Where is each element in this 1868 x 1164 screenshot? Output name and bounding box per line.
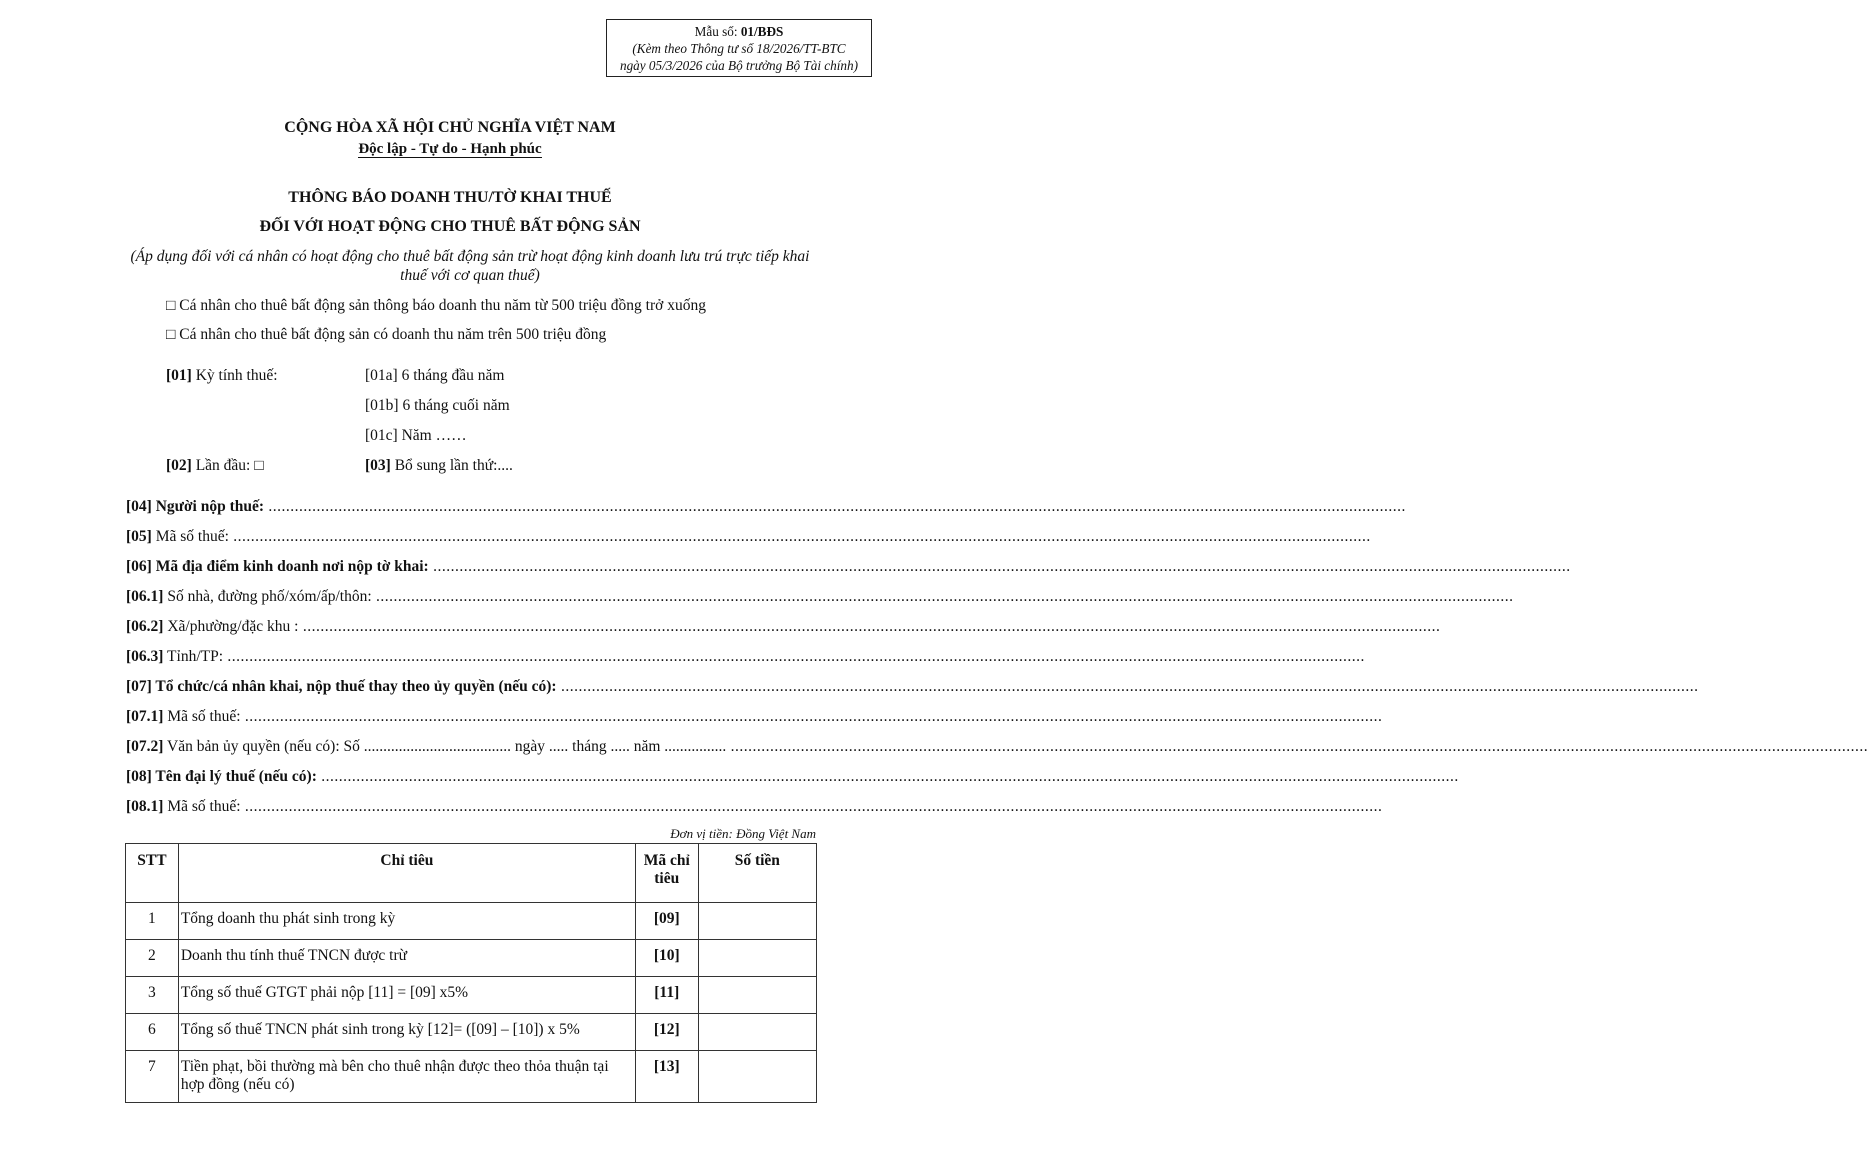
table-row — [126, 1014, 817, 1051]
first-time-checkbox[interactable]: [02] Lần đầu: □ — [166, 457, 264, 474]
period-option-year[interactable]: [01c] Năm …… — [365, 427, 467, 444]
form-field-row[interactable]: [07] Tổ chức/cá nhân khai, nộp thuế thay theo ủy quyền (nếu có): .................................................................................................................................................................................................................................................................... — [126, 678, 1699, 695]
doc-title-line1: THÔNG BÁO DOANH THU/TỜ KHAI THUẾ — [288, 189, 612, 206]
doc-title-line2: ĐỐI VỚI HOẠT ĐỘNG CHO THUÊ BẤT ĐỘNG SẢN — [259, 218, 641, 235]
header-code: Mã chỉ tiêu — [635, 844, 698, 903]
row-code: [09] — [635, 903, 698, 940]
tax-table — [125, 843, 817, 1103]
row-name: Tổng số thuế TNCN phát sinh trong kỳ [12]= ([09] – [10]) x 5% — [178, 1014, 635, 1051]
form-field-row[interactable]: [06.1] Số nhà, đường phố/xóm/ấp/thôn: .................................................................................................................................................................................................................................................................... — [126, 588, 1514, 605]
period-label: [01] Kỳ tính thuế: — [166, 367, 278, 384]
form-field-row[interactable]: [04] Người nộp thuế: .................................................................................................................................................................................................................................................................... — [126, 498, 1406, 515]
row-code: [10] — [635, 940, 698, 977]
currency-unit: Đơn vị tiền: Đồng Việt Nam — [670, 826, 816, 841]
row-stt: 6 — [126, 1014, 179, 1051]
row-name: Doanh thu tính thuế TNCN được trừ — [178, 940, 635, 977]
table-row — [126, 977, 817, 1014]
row-amount-input[interactable] — [698, 903, 816, 940]
row-stt: 1 — [126, 903, 179, 940]
form-field-row[interactable]: [06.3] Tỉnh/TP: .................................................................................................................................................................................................................................................................... — [126, 648, 1365, 665]
motto: Độc lập - Tự do - Hạnh phúc — [358, 141, 542, 157]
row-code: [13] — [635, 1051, 698, 1103]
form-label: Mẫu số: — [694, 24, 741, 39]
nation-heading: CỘNG HÒA XÃ HỘI CHỦ NGHĨA VIỆT NAM — [284, 119, 616, 136]
form-field-row[interactable]: [08] Tên đại lý thuế (nếu có): .................................................................................................................................................................................................................................................................... — [126, 768, 1459, 785]
row-name: Tiền phạt, bồi thường mà bên cho thuê nhận được theo thỏa thuận tại hợp đồng (nếu có) — [178, 1051, 635, 1103]
row-amount-input[interactable] — [698, 1014, 816, 1051]
option-checkbox-over-500m[interactable]: □ Cá nhân cho thuê bất động sản có doanh thu năm trên 500 triệu đồng — [166, 326, 607, 343]
row-name: Tổng doanh thu phát sinh trong kỳ — [178, 903, 635, 940]
header-stt: STT — [126, 844, 179, 903]
table-row — [126, 1051, 817, 1103]
row-stt: 3 — [126, 977, 179, 1014]
form-field-row[interactable]: [05] Mã số thuế: .................................................................................................................................................................................................................................................................... — [126, 528, 1371, 545]
supplement-field[interactable]: [03] Bổ sung lần thứ:.... — [365, 457, 513, 474]
row-name: Tổng số thuế GTGT phải nộp [11] = [09] x5% — [178, 977, 635, 1014]
form-ref-line: (Kèm theo Thông tư số 18/2026/TT-BTC — [632, 41, 846, 56]
row-amount-input[interactable] — [698, 1051, 816, 1103]
table-row — [126, 903, 817, 940]
doc-subtitle: (Áp dụng đối với cá nhân có hoạt động cho thuê bất động sản trừ hoạt động kinh doanh lưu trú trực tiếp khai thuế với cơ quan thuế) — [130, 248, 810, 284]
row-stt: 2 — [126, 940, 179, 977]
row-stt: 7 — [126, 1051, 179, 1103]
form-field-row[interactable]: [08.1] Mã số thuế: .................................................................................................................................................................................................................................................................... — [126, 798, 1383, 815]
row-amount-input[interactable] — [698, 940, 816, 977]
header-name: Chỉ tiêu — [178, 844, 635, 903]
form-field-row[interactable]: [07.2] Văn bản ủy quyền (nếu có): Số ...................................... ngày ..... tháng ..... năm ................ .................................................................................................................................................................................................................................................................... — [126, 738, 1868, 755]
option-checkbox-under-500m[interactable]: □ Cá nhân cho thuê bất động sản thông báo doanh thu năm từ 500 triệu đồng trở xuống — [166, 297, 706, 314]
form-code: 01/BĐS — [740, 24, 784, 39]
form-field-row[interactable]: [06.2] Xã/phường/đặc khu : .................................................................................................................................................................................................................................................................... — [126, 618, 1441, 635]
table-header-row — [126, 844, 817, 903]
form-date-line: ngày 05/3/2026 của Bộ trưởng Bộ Tài chính) — [619, 58, 859, 73]
row-amount-input[interactable] — [698, 977, 816, 1014]
form-field-row[interactable]: [07.1] Mã số thuế: .................................................................................................................................................................................................................................................................... — [126, 708, 1383, 725]
form-number-box — [606, 19, 872, 77]
row-code: [12] — [635, 1014, 698, 1051]
period-option-second-half[interactable]: [01b] 6 tháng cuối năm — [365, 397, 510, 414]
table-row — [126, 940, 817, 977]
header-amount: Số tiền — [698, 844, 816, 903]
form-field-row[interactable]: [06] Mã địa điểm kinh doanh nơi nộp tờ khai: .................................................................................................................................................................................................................................................................... — [126, 558, 1571, 575]
row-code: [11] — [635, 977, 698, 1014]
period-option-first-half[interactable]: [01a] 6 tháng đầu năm — [365, 367, 505, 384]
